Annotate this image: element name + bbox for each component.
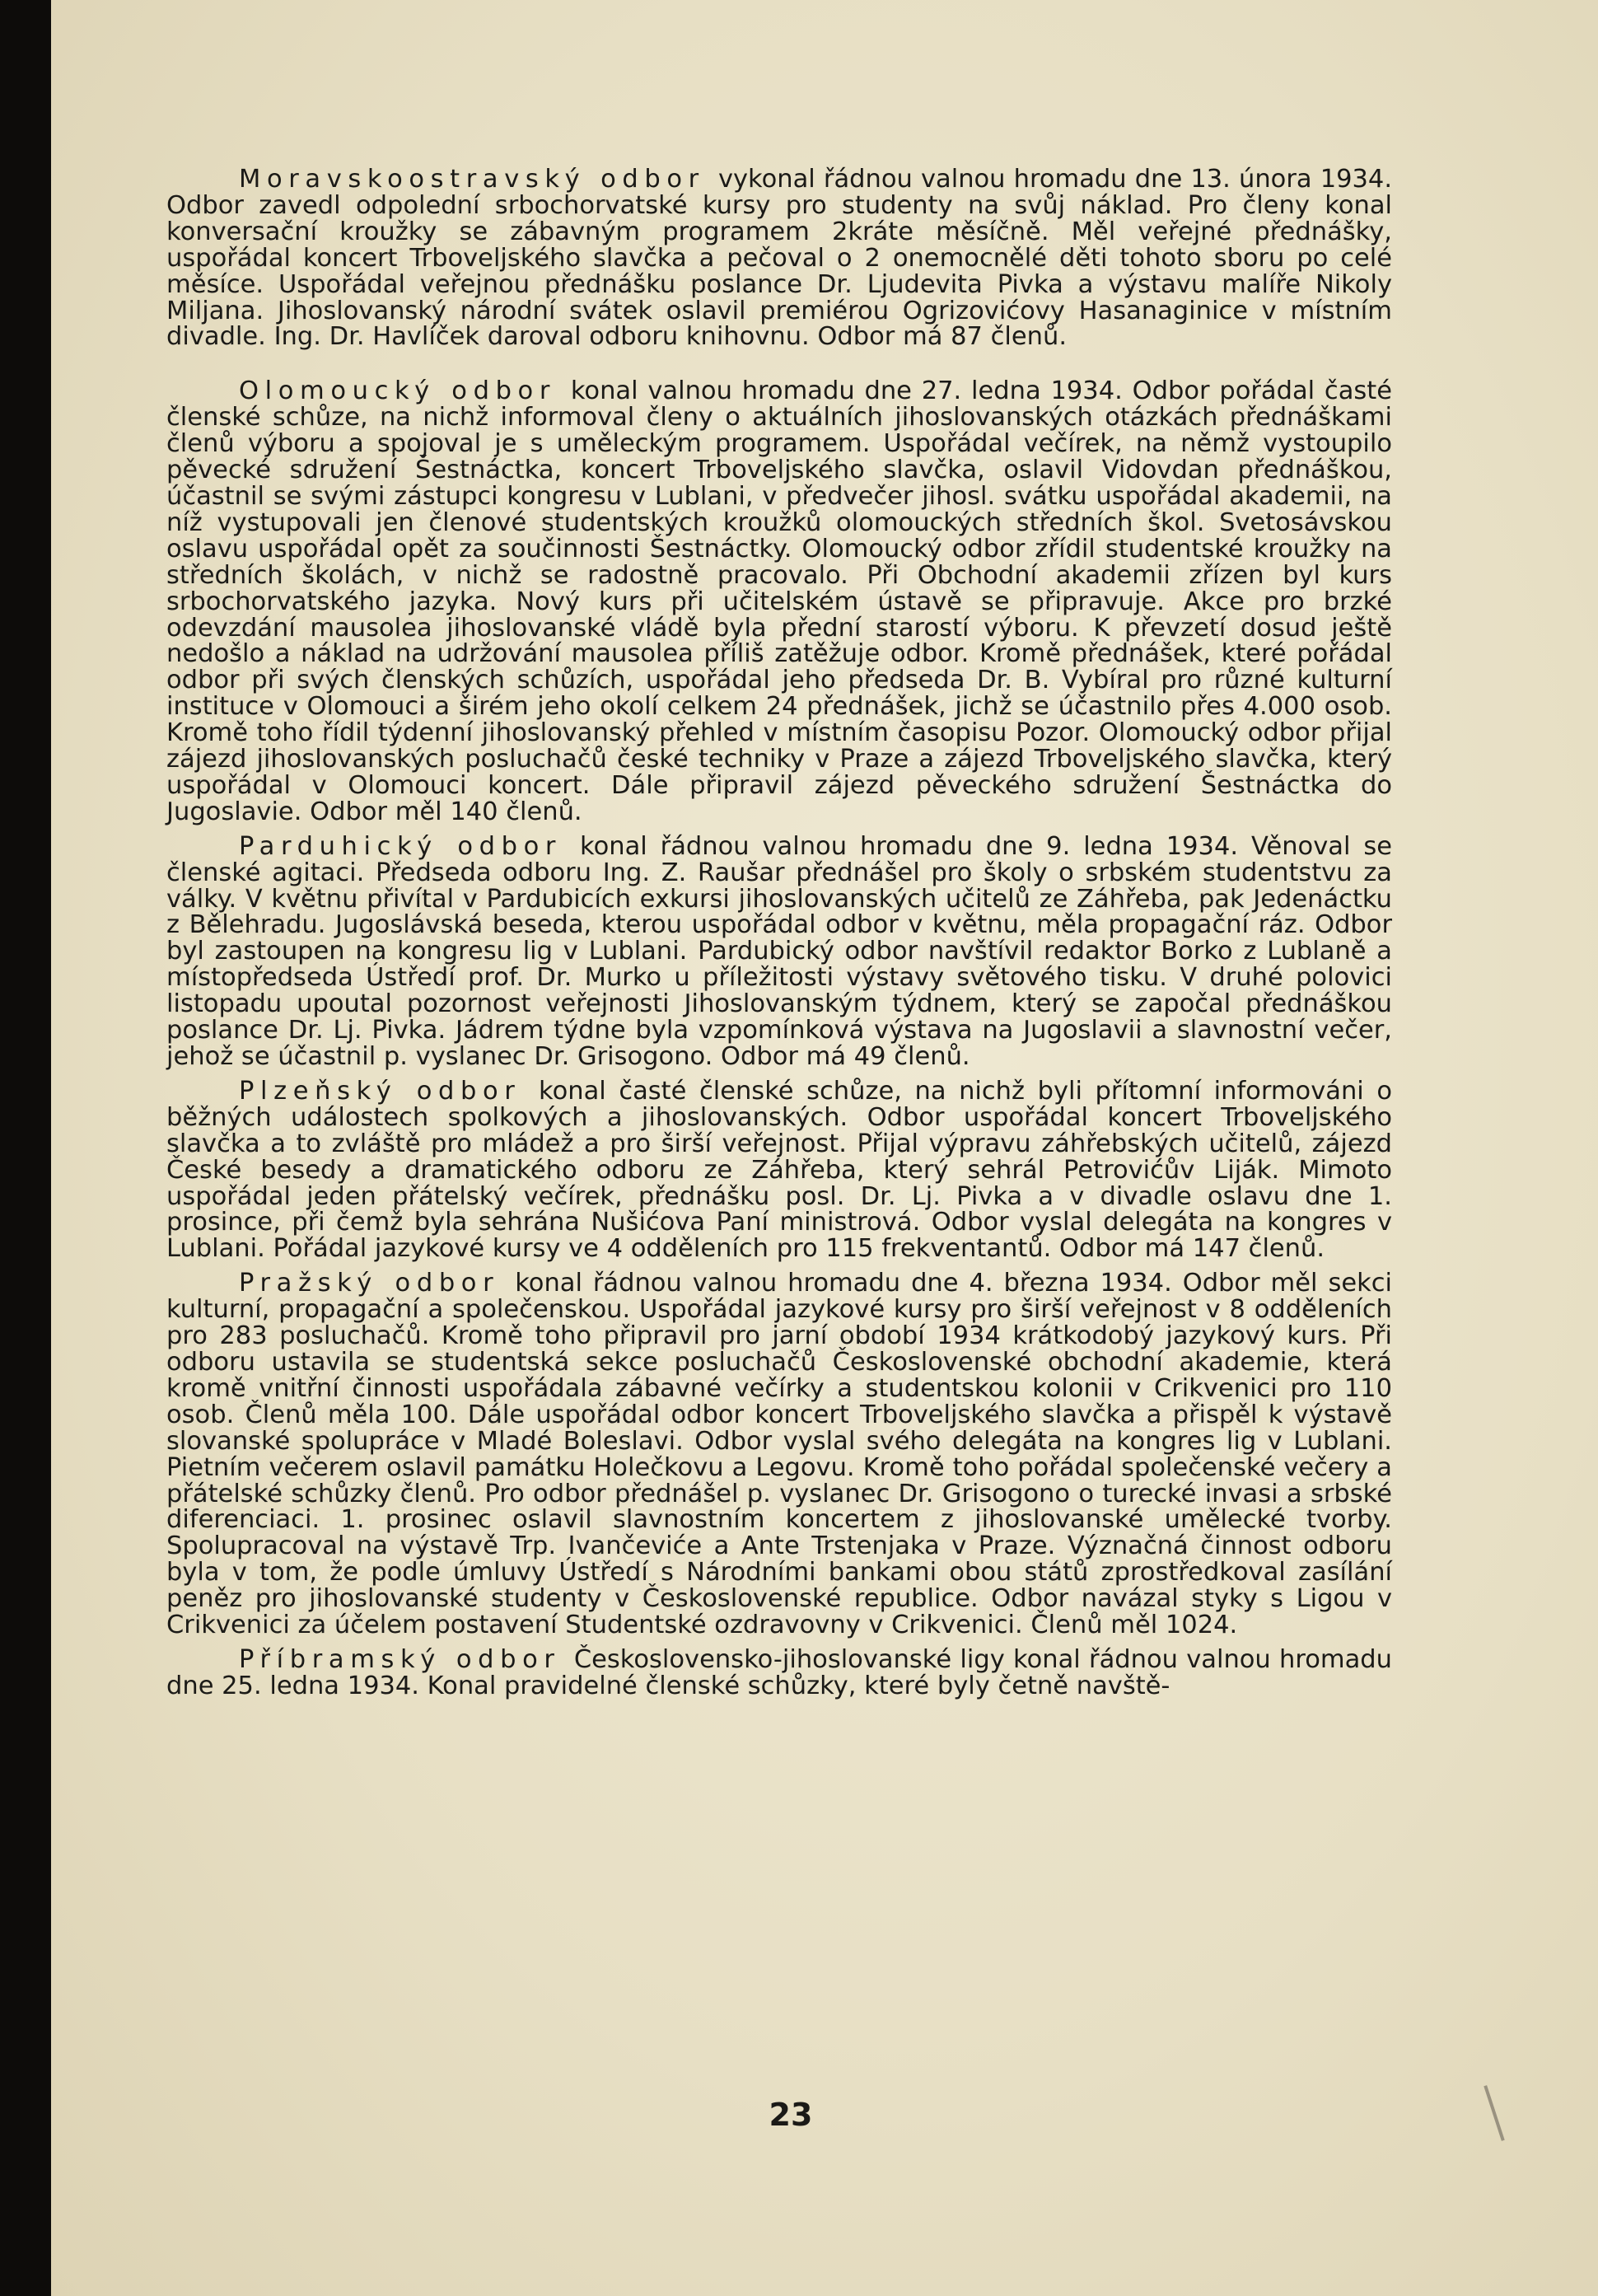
paragraph-body: konal časté členské schůze, na nichž byli přítomní informováni o běžných událostech spolkových a jihoslovanských. Odbor uspořádal koncert Trboveljského slavčka a to zvláště pro mládež a pro širší veřejnost. Přijal výpravu záhřebských učitelů, zájezd České besedy a dramatického odboru ze Záhřeba, který sehrál Petrovićův Liják. Mimoto uspořádal jeden přátelský večírek, přednášku posl. Dr. Lj. Pivka a v divadle oslavu dne 1. prosince, při čemž byla sehrána Nušićova Paní ministrová. Odbor vyslal delegáta na kongres v Lublani. Pořádal jazykové kursy ve 4 odděleních pro 115 frekventantů. Odbor má 147 členů. [166,1076,1393,1264]
paragraph-body: konal valnou hromadu dne 27. ledna 1934. Odbor pořádal časté členské schůze, na nichž informoval členy o aktuálních jihoslovanských otázkách přednáškami členů výboru a spojoval je s uměleckým programem. Uspořádal večírek, na němž vystoupilo pěvecké sdružení Šestnáctka, koncert Trboveljského slavčka, oslavil Vidovdan přednáškou, účastnil se svými zástupci kongresu v Lublani, v předvečer jihosl. svátku uspořádal akademii, na níž vystupovali jen členové studentských kroužků olomouckých středních škol. Svetosávskou oslavu uspořádal opět za součinnosti Šestnáctky. Olomoucký odbor zřídil studentské kroužky na středních školách, v nichž se radostně pracovalo. Při Obchodní akademii zřízen byl kurs srbochorvatského jazyka. Nový kurs při učitelském ústavě se připravuje. Akce pro brzké odevzdání mausolea jihoslovanské vládě byla přední starostí výboru. K převzetí dosud ještě nedošlo a náklad na udržování mausolea příliš zatěžuje odbor. Kromě přednášek, které pořádal odbor při svých členských schůzích, uspořádal jeho předseda Dr. B. Vybíral pro různé kulturní instituce v Olomouci a širém jeho okolí celkem 24 přednášek, jichž se účastnilo přes 4.000 osob. Kromě toho řídil týdenní jihoslovanský přehled v místním časopisu Pozor. Olomoucký odbor přijal zájezd jihoslovanských posluchačů české techniky v Praze a zájezd Trboveljského slavčka, který uspořádal v Olomouci koncert. Dále připravil zájezd pěveckého sdružení Šestnáctka do Jugoslavie. Odbor měl 140 členů. [166,376,1392,826]
branch-heading: Příbramský odbor [239,1644,561,1674]
paragraph-body: konal řádnou valnou hromadu dne 4. března 1934. Odbor měl sekci kulturní, propagační a společenskou. Uspořádal jazykové kursy pro širší veřejnost v 8 odděleních pro 283 posluchačů. Kromě toho připravil pro jarní období 1934 krátkodobý jazykový kurs. Při odboru ustavila se studentská sekce posluchačů Československé obchodní akademie, která kromě vnitřní činnosti uspořádala zábavné večírky a studentskou kolonii v Crikvenici pro 110 osob. Členů měla 100. Dále uspořádal odbor koncert Trboveljského slavčka a přispěl k výstavě slovanské spolupráce v Mladé Boleslavi. Odbor vyslal svého delegáta na kongres lig v Lublani. Pietním večerem oslavil památku Holečkovu a Legovu. Kromě toho pořádal společenské večery a přátelské schůzky členů. Pro odbor přednášel p. vyslanec Dr. Grisogono o turecké invasi a srbské diferenciaci. 1. prosinec oslavil slavnostním koncertem z jihoslovanské umělecké tvorby. Spolupracoval na výstavě Trp. Ivančeviće a Ante Trstenjaka v Praze. Význačná činnost odboru byla v tom, že podle úmluvy Ústředí s Národními bankami obou států zprostředkoval zasílání peněz pro jihoslovanské studenty v Československé republice. Odbor navázal styky s Ligou v Crikvenici za účelem postavení Studentské ozdravovny v Crikvenici. Členů měl 1024. [166,1269,1392,1640]
branch-heading: Olomoucký odbor [239,376,557,406]
page-number: 23 [769,2097,813,2133]
paragraph-pribramsky [166,1644,1392,1700]
paragraph-body: Československo-jihoslovanské ligy konal řádnou valnou hromadu dne 25. ledna 1934. Konal pravidelné členské schůzky, které byly četně navště- [166,1644,1392,1700]
branch-heading: Pražský odbor [239,1269,500,1298]
branch-heading: Parduhický odbor [239,831,563,861]
paragraph-plzensky [166,1078,1392,1262]
report-text [166,166,1392,1700]
paragraph-body: vykonal řádnou valnou hromadu dne 13. února 1934. Odbor zavedl odpolední srbochorvatské kursy pro studenty na svůj náklad. Pro členy konal konversační kroužky se zábavným programem 2kráte měsíčně. Měl veřejné přednášky, uspořádal koncert Trboveljského slavčka a pečoval o 2 onemocnělé děti tohoto sboru po celé měsíce. Uspořádal veřejnou přednášku poslance Dr. Ljudevita Pivka a výstavu malíře Nikoly Miljana. Jihoslovanský národní svátek oslavil premiérou Ogrizovićovy Hasanaginice v místním divadle. Ing. Dr. Havlíček daroval odboru knihovnu. Odbor má 87 členů. [166,165,1393,352]
branch-heading: Plzeňský odbor [239,1076,521,1106]
paragraph-body: konal řádnou valnou hromadu dne 9. ledna 1934. Věnoval se členské agitaci. Předseda odboru Ing. Z. Raušar přednášel pro školy o srbském studentstvu za války. V květnu přivítal v Pardubicích exkursi jihoslovanských učitelů ze Záhřeba, pak Jedenáctku z Bělehradu. Jugoslávská beseda, kterou uspořádal odbor v květnu, měla propagační ráz. Odbor byl zastoupen na kongresu lig v Lublani. Pardubický odbor navštívil redaktor Borko z Lublaně a místopředseda Ústředí prof. Dr. Murko u příležitosti výstavy světového tisku. V druhé polovici listopadu upoutal pozornost veřejnosti Jihoslovanským týdnem, který se započal přednáškou poslance Dr. Lj. Pivka. Jádrem týdne byla vzpomínková výstava na Jugoslavii a slavnostní večer, jehož se účastnil p. vyslanec Dr. Grisogono. Odbor má 49 členů. [166,831,1392,1071]
paragraph-parduhicky [166,831,1392,1071]
paragraph-prazsky [166,1270,1392,1639]
branch-heading: Moravskoostravský odbor [239,165,705,194]
paragraph-moravskoostravsky [166,166,1392,350]
paragraph-olomoucky [166,378,1392,825]
